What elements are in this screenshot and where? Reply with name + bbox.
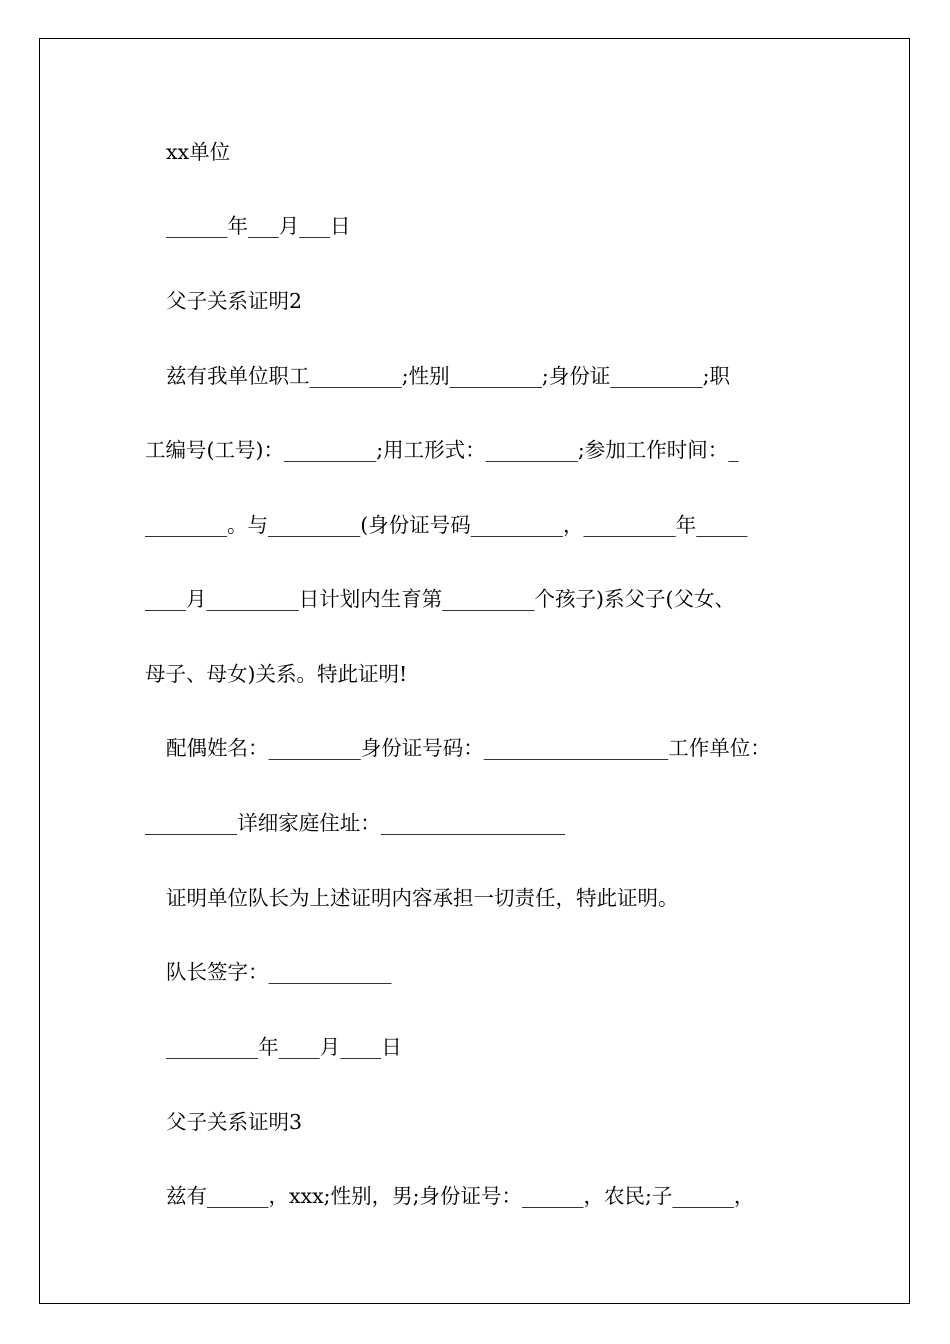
paragraph-line: 母子、母女)关系。特此证明! <box>145 662 408 686</box>
paragraph-line: 工编号(工号)：_________;用工形式：_________;参加工作时间：_ <box>145 438 739 462</box>
paragraph-line: 兹有______，xxx;性别，男;身份证号：______，农民;子______， <box>166 1184 755 1208</box>
paragraph-line: 兹有我单位职工_________;性别_________;身份证_________;职 <box>166 364 730 388</box>
spouse-info-line: 配偶姓名：_________身份证号码：__________________工作单位： <box>166 736 771 760</box>
paragraph-line: ____月_________日计划内生育第_________个孩子)系父子(父女、 <box>145 587 735 611</box>
paragraph-line: ________。与_________(身份证号码_________，_________年_____ <box>145 513 748 537</box>
date-line: ______年___月___日 <box>166 214 351 238</box>
signature-date-line: _________年____月____日 <box>166 1035 402 1059</box>
section-heading-2: 父子关系证明2 <box>166 289 303 313</box>
section-heading-3: 父子关系证明3 <box>166 1110 303 1134</box>
address-line: _________详细家庭住址：__________________ <box>145 811 566 835</box>
responsibility-statement: 证明单位队长为上述证明内容承担一切责任，特此证明。 <box>166 886 679 910</box>
leader-signature-line: 队长签字：____________ <box>166 960 392 984</box>
issuer-unit: xx单位 <box>166 140 231 164</box>
